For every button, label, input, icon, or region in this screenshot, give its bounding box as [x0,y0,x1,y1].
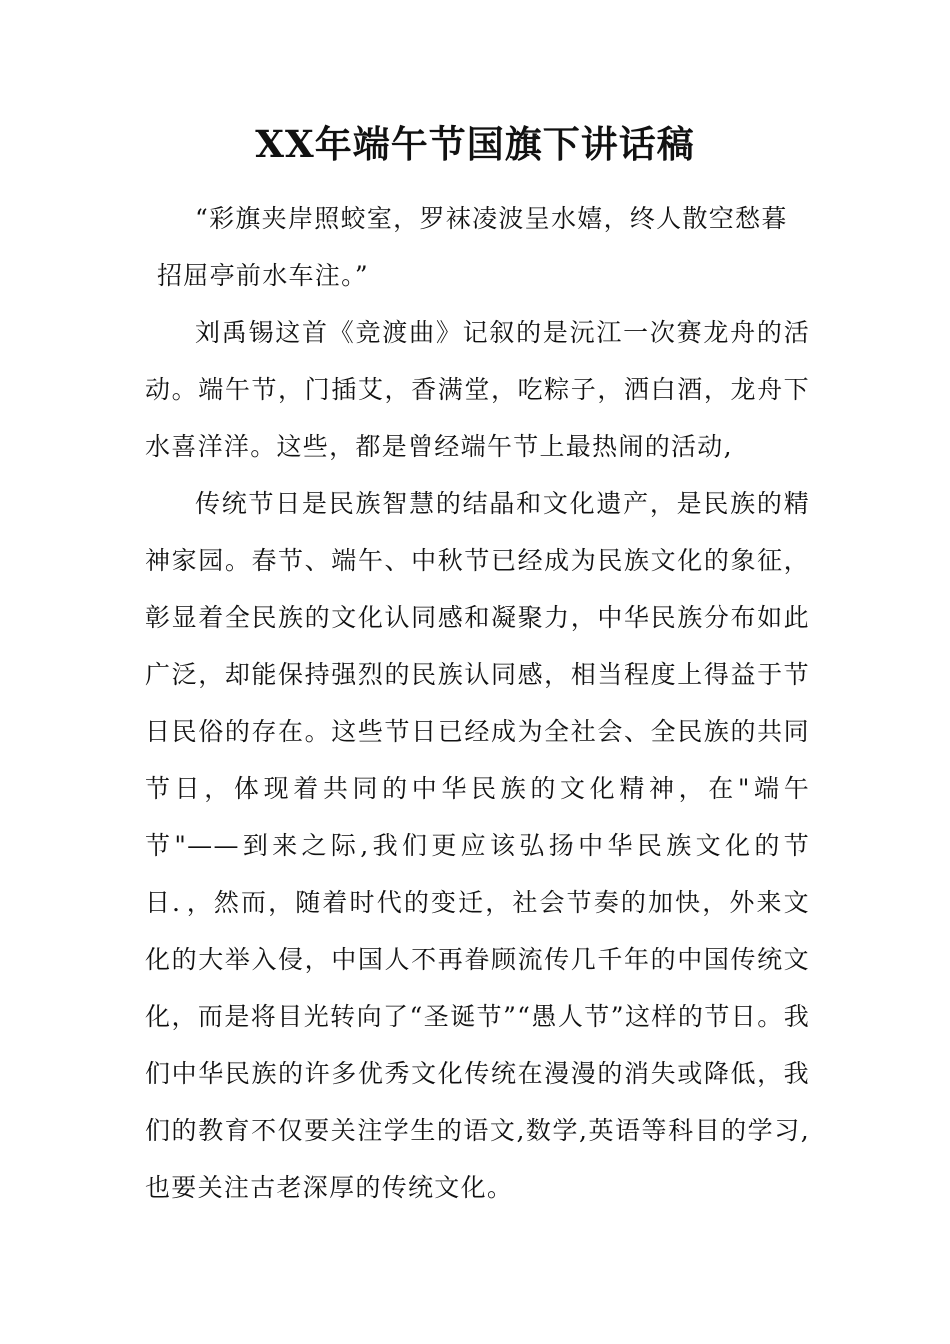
poem-quote-line-1: “彩旗夹岸照蛟室，罗袜凌波呈水嬉，终人散空愁暮 [195,204,788,233]
poem-quote-paragraph [145,190,810,304]
document-title: XX年端午节国旗下讲话稿 [255,122,695,166]
poem-quote-line-2: 招屈亭前水车注。” [157,261,369,290]
paragraph-liu-yuxi: 刘禹锡这首《竞渡曲》记叙的是沅江一次赛龙舟的活动。端午节，门插艾，香满堂，吃粽子，洒白酒，龙舟下水喜洋洋。这些，都是曾经端午节上最热闹的活动, [145,318,810,461]
paragraph-traditional-festivals: 传统节日是民族智慧的结晶和文化遗产，是民族的精神家园。春节、端午、中秋节已经成为民族文化的象征，彰显着全民族的文化认同感和凝聚力，中华民族分布如此广泛，却能保持强烈的民族认同感，相当程度上得益于节日民俗的存在。这些节日已经成为全社会、全民族的共同节日，体现着共同的中华民族的文化精神，在"端午节"——到来之际,我们更应该弘扬中华民族文化的节日．，然而，随着时代的变迁，社会节奏的加快，外来文化的大举入侵，中国人不再眷顾流传几千年的中国传统文化，而是将目光转向了“圣诞节”“愚人节”这样的节日。我们中华民族的许多优秀文化传统在漫漫的消失或降低，我们的教育不仅要关注学生的语文,数学,英语等科目的学习,也要关注古老深厚的传统文化。 [145,489,810,1202]
document-body [145,190,810,1216]
